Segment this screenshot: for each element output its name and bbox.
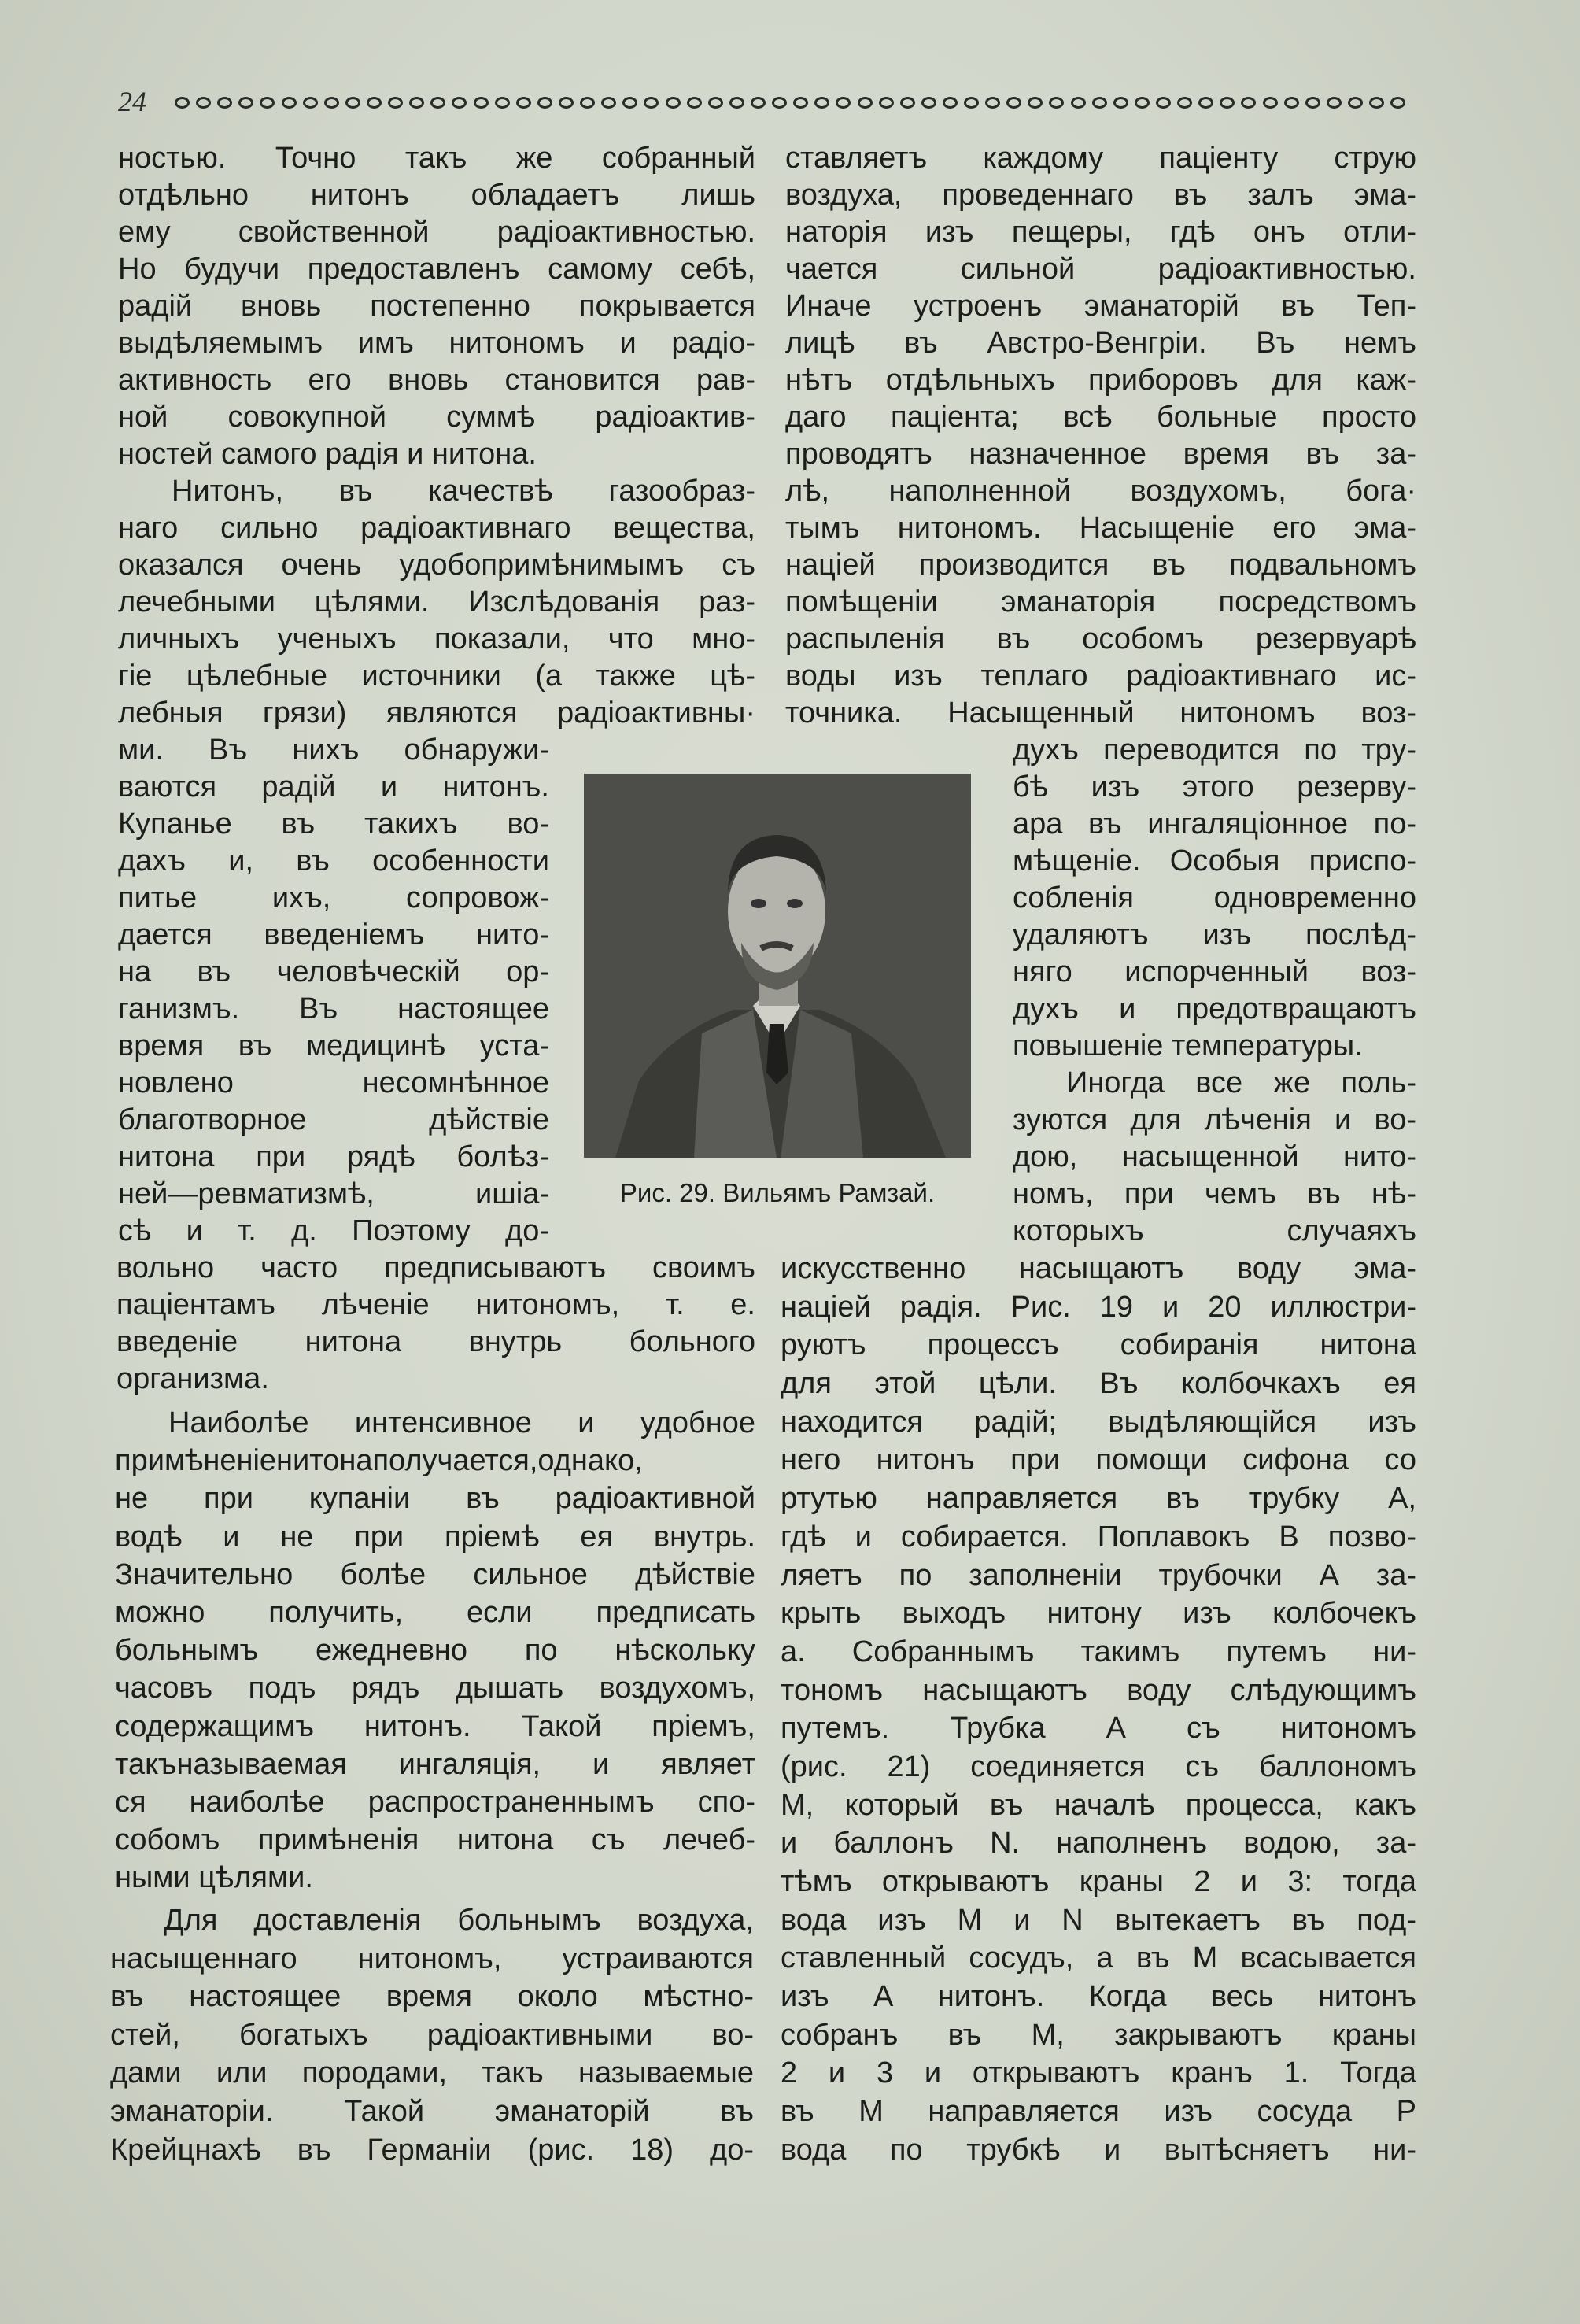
text-line: проводятъ назначенное время въ за- — [785, 438, 1416, 471]
text-line: дахъ и, въ особенности — [118, 844, 549, 878]
ornament-ring-icon — [943, 97, 958, 109]
text-line: него нитонъ при помощи сифона со — [781, 1443, 1416, 1477]
ornament-ring-icon — [367, 97, 382, 109]
ornament-ring-icon — [1177, 97, 1192, 109]
ornament-ring-icon — [260, 97, 275, 109]
ornament-ring-icon — [196, 97, 211, 109]
text-line: водѣ и не при пріемѣ ея внутрь. — [115, 1520, 755, 1554]
ornament-ring-icon — [1327, 97, 1342, 109]
text-line: новлено несомнѣнное — [118, 1066, 549, 1099]
ornament-ring-icon — [964, 97, 979, 109]
text-line: зуются для лѣченія и во- — [1013, 1103, 1416, 1136]
text-line: Наиболѣе интенсивное и удобное — [168, 1406, 755, 1439]
text-line: личныхъ ученыхъ показали, что мно- — [118, 623, 755, 656]
text-line: Нитонъ, въ качествѣ газообраз- — [172, 475, 755, 508]
text-line: введеніе нитона внутрь больного — [116, 1325, 755, 1358]
ornament-ring-icon — [687, 97, 702, 109]
ornament-ring-icon — [1369, 97, 1384, 109]
text-line: въ М направляется изъ сосуда Р — [781, 2095, 1416, 2129]
text-line: духъ и предотвращаютъ — [1013, 992, 1416, 1025]
header-ornament — [175, 91, 1406, 113]
text-line: ваются радій и нитонъ. — [118, 770, 549, 804]
ornament-ring-icon — [452, 97, 467, 109]
text-line: ней—ревматизмѣ, ишіа- — [118, 1177, 549, 1210]
ornament-ring-icon — [409, 97, 424, 109]
text-line: нѣтъ отдѣльныхъ приборовъ для каж- — [785, 364, 1416, 397]
ornament-ring-icon — [729, 97, 744, 109]
ornament-ring-icon — [1390, 97, 1405, 109]
block-left-narrow — [118, 732, 549, 1250]
text-line: ртутью направляется въ трубку А, — [781, 1482, 1416, 1516]
block-right-top — [785, 140, 1416, 732]
text-line: ляетъ по заполненіи трубочки А за- — [781, 1558, 1416, 1592]
text-line: Но будучи предоставленъ самому себѣ, — [118, 253, 755, 286]
ornament-ring-icon — [1198, 97, 1213, 109]
ornament-ring-icon — [858, 97, 873, 109]
text-line: насыщеннаго нитономъ, устраиваются — [110, 1942, 754, 1975]
text-line: вода по трубкѣ и вытѣсняетъ ни- — [781, 2133, 1416, 2167]
text-line: ми. Въ нихъ обнаружи- — [118, 733, 549, 767]
ornament-ring-icon — [495, 97, 510, 109]
ornament-ring-icon — [580, 97, 595, 109]
text-line: ся наиболѣе распространеннымъ спо- — [115, 1785, 755, 1819]
text-line: Для доставленія больнымъ воздуха, — [164, 1904, 754, 1937]
text-line: ной совокупной суммѣ радіоактив- — [118, 401, 755, 434]
ornament-ring-icon — [772, 97, 787, 109]
text-line: активность его вновь становится рав- — [118, 364, 755, 397]
ornament-ring-icon — [324, 97, 339, 109]
text-line: питье ихъ, сопровож- — [118, 881, 549, 914]
text-line: ганизмъ. Въ настоящее — [118, 992, 549, 1025]
text-line: и баллонъ N. наполненъ водою, за- — [781, 1827, 1416, 1860]
page-number: 24 — [118, 86, 146, 117]
text-line: дою, насыщенной нито- — [1013, 1140, 1416, 1173]
ornament-ring-icon — [836, 97, 851, 109]
text-line: больнымъ ежедневно по нѣскольку — [115, 1634, 755, 1668]
text-line: часовъ подъ рядъ дышать воздухомъ, — [115, 1672, 755, 1705]
ornament-ring-icon — [751, 97, 766, 109]
block-left-top — [118, 140, 755, 732]
text-line: ностью. Точно такъ же собранный — [118, 142, 755, 175]
text-line: ностей самого радія и нитона. — [118, 438, 537, 471]
ornament-ring-icon — [793, 97, 808, 109]
block-left-mid — [116, 1250, 755, 1398]
text-line: лицѣ въ Австро-Венгріи. Въ немъ — [785, 327, 1416, 360]
ornament-ring-icon — [430, 97, 445, 109]
text-line: искусственно насыщаютъ воду эма- — [781, 1252, 1416, 1285]
text-line: ными цѣлями. — [115, 1861, 313, 1895]
text-line: руютъ процессъ собиранія нитона — [781, 1328, 1416, 1362]
text-line: воздуха, проведеннаго въ залъ эма- — [785, 179, 1416, 212]
ornament-ring-icon — [1049, 97, 1064, 109]
text-line: точника. Насыщенный нитономъ воз- — [785, 696, 1416, 730]
ornament-ring-icon — [900, 97, 915, 109]
text-line: ара въ ингаляціонное по- — [1013, 807, 1416, 841]
text-line: удаляютъ изъ послѣд- — [1013, 918, 1416, 951]
ornament-ring-icon — [1241, 97, 1256, 109]
ornament-ring-icon — [559, 97, 574, 109]
ornament-ring-icon — [1071, 97, 1086, 109]
text-line: Купанье въ такихъ во- — [118, 807, 549, 841]
text-line: помѣщеніи эманаторія посредствомъ — [785, 586, 1416, 619]
ornament-ring-icon — [879, 97, 894, 109]
ornament-ring-icon — [516, 97, 531, 109]
ornament-ring-icon — [666, 97, 681, 109]
text-line: сѣ и т. д. Поэтому до- — [118, 1214, 549, 1247]
ornament-ring-icon — [601, 97, 616, 109]
text-line: номъ, при чемъ въ нѣ- — [1013, 1177, 1416, 1210]
text-line: тономъ насыщаютъ воду слѣдующимъ — [781, 1673, 1416, 1707]
ornament-ring-icon — [282, 97, 297, 109]
ornament-ring-icon — [1113, 97, 1128, 109]
text-line: лебныя грязи) являются радіоактивны· — [118, 696, 755, 730]
text-line: содержащимъ нитонъ. Такой пріемъ, — [115, 1709, 755, 1743]
ornament-ring-icon — [388, 97, 403, 109]
text-line: путемъ. Трубка А съ нитономъ — [781, 1712, 1416, 1746]
text-line: Иначе устроенъ эманаторій въ Теп- — [785, 290, 1416, 323]
ornament-ring-icon — [1135, 97, 1150, 109]
ornament-ring-icon — [814, 97, 829, 109]
text-line: 2 и 3 и открываютъ кранъ 1. Тогда — [781, 2056, 1416, 2090]
ornament-ring-icon — [345, 97, 360, 109]
text-line: няго испорченный воз- — [1013, 955, 1416, 988]
text-line: ему свойственной радіоактивностью. — [118, 216, 755, 249]
ornament-ring-icon — [708, 97, 723, 109]
text-line: лечебными цѣлями. Изслѣдованія раз- — [118, 586, 755, 619]
text-line: націей радія. Рис. 19 и 20 иллюстри- — [781, 1290, 1416, 1324]
ornament-ring-icon — [474, 97, 489, 109]
text-line: для этой цѣли. Въ колбочкахъ ея — [781, 1367, 1416, 1401]
text-line: которыхъ случаяхъ — [1013, 1214, 1416, 1247]
text-line: вольно часто предписываютъ своимъ — [116, 1251, 755, 1284]
text-line: ставленный сосудъ, а въ М всасывается — [781, 1942, 1416, 1975]
text-line: даго паціента; всѣ больные просто — [785, 401, 1416, 434]
block-left-bottom — [110, 1901, 754, 2169]
ornament-ring-icon — [1156, 97, 1171, 109]
text-line: эманаторіи. Такой эманаторій въ — [110, 2094, 754, 2128]
ornament-ring-icon — [238, 97, 253, 109]
portrait-photo — [584, 774, 971, 1158]
text-line: организма. — [116, 1362, 269, 1395]
text-line: (рис. 21) соединяется съ баллономъ — [781, 1749, 1416, 1783]
portrait-figure — [584, 774, 971, 1158]
text-line: изъ А нитонъ. Когда весь нитонъ — [781, 1980, 1416, 2014]
ornament-ring-icon — [622, 97, 637, 109]
text-line: чается сильной радіоактивностью. — [785, 253, 1416, 286]
block-right-bottom — [781, 1250, 1416, 2170]
text-line: дами или породами, такъ называемые — [110, 2056, 754, 2090]
text-line: наторія изъ пещеры, гдѣ онъ отли- — [785, 216, 1416, 249]
text-line: Крейцнахѣ въ Германіи (рис. 18) до- — [110, 2133, 754, 2167]
text-line: гіе цѣлебные источники (а также цѣ- — [118, 660, 755, 693]
ornament-ring-icon — [644, 97, 659, 109]
text-line: тымъ нитономъ. Насыщеніе его эма- — [785, 512, 1416, 545]
text-line: гдѣ и собирается. Поплавокъ В позво- — [781, 1520, 1416, 1554]
ornament-ring-icon — [1263, 97, 1278, 109]
text-line: нитона при рядѣ болѣз- — [118, 1140, 549, 1173]
block-right-narrow — [1013, 732, 1416, 1250]
figure-caption: Рис. 29. Вильямъ Рамзай. — [619, 1178, 936, 1207]
text-line: наго сильно радіоактивнаго вещества, — [118, 512, 755, 545]
ornament-ring-icon — [1092, 97, 1107, 109]
text-line: стей, богатыхъ радіоактивными во- — [110, 2018, 754, 2052]
text-line: время въ медицинѣ уста- — [118, 1029, 549, 1062]
text-line: бѣ изъ этого резерву- — [1013, 770, 1416, 804]
text-line: крыть выходъ нитону изъ колбочекъ — [781, 1597, 1416, 1631]
block-left-lower — [115, 1404, 755, 1897]
text-line: можно получить, если предписать — [115, 1595, 755, 1629]
ornament-ring-icon — [1284, 97, 1299, 109]
ornament-ring-icon — [303, 97, 318, 109]
text-line: на въ человѣческій ор- — [118, 955, 549, 988]
ornament-ring-icon — [217, 97, 232, 109]
text-line: тѣмъ открываютъ краны 2 и 3: тогда — [781, 1865, 1416, 1898]
text-line: воды изъ теплаго радіоактивнаго ис- — [785, 660, 1416, 693]
text-line: вода изъ М и N вытекаетъ въ под- — [781, 1903, 1416, 1937]
text-line: находится радій; выдѣляющійся изъ — [781, 1405, 1416, 1439]
ornament-ring-icon — [1028, 97, 1043, 109]
text-line: націей производится въ подвальномъ — [785, 549, 1416, 582]
text-line: паціентамъ лѣченіе нитономъ, т. е. — [116, 1288, 755, 1321]
text-line: радій вновь постепенно покрывается — [118, 290, 755, 323]
text-line: мѣщеніе. Особыя приспо- — [1013, 844, 1416, 878]
text-line: не при купаніи въ радіоактивной — [115, 1482, 755, 1516]
text-line: благотворное дѣйствіе — [118, 1103, 549, 1136]
text-line: такъназываемая ингаляція, и являет — [115, 1747, 755, 1781]
ornament-ring-icon — [985, 97, 1000, 109]
text-line: собленія одновременно — [1013, 881, 1416, 914]
ornament-ring-icon — [921, 97, 936, 109]
text-line: лѣ, наполненной воздухомъ, бога· — [785, 475, 1416, 508]
text-line: М, который въ началѣ процесса, какъ — [781, 1788, 1416, 1822]
text-line: примѣненіенитонаполучается,однако, — [115, 1444, 643, 1478]
ornament-ring-icon — [1348, 97, 1363, 109]
ornament-ring-icon — [1305, 97, 1320, 109]
text-line: собранъ въ М, закрываютъ краны — [781, 2018, 1416, 2052]
text-line: отдѣльно нитонъ обладаетъ лишь — [118, 179, 755, 212]
text-line: распыленія въ особомъ резервуарѣ — [785, 623, 1416, 656]
text-line: выдѣляемымъ имъ нитономъ и радіо- — [118, 327, 755, 360]
text-line: оказался очень удобопримѣнимымъ съ — [118, 549, 755, 582]
text-line: въ настоящее время около мѣстно- — [110, 1980, 754, 2014]
text-line: собомъ примѣненія нитона съ лечеб- — [115, 1823, 755, 1857]
ornament-ring-icon — [1220, 97, 1235, 109]
text-line: ставляетъ каждому паціенту струю — [785, 142, 1416, 175]
text-line: дается введеніемъ нито- — [118, 918, 549, 951]
text-line: повышеніе температуры. — [1013, 1029, 1363, 1062]
ornament-ring-icon — [1006, 97, 1021, 109]
text-line: духъ переводится по тру- — [1013, 733, 1416, 767]
text-line: а. Собраннымъ такимъ путемъ ни- — [781, 1635, 1416, 1668]
ornament-ring-icon — [175, 97, 190, 109]
text-line: Иногда все же поль- — [1066, 1066, 1416, 1099]
ornament-ring-icon — [537, 97, 552, 109]
text-line: Значительно болѣе сильное дѣйствіе — [115, 1557, 755, 1591]
